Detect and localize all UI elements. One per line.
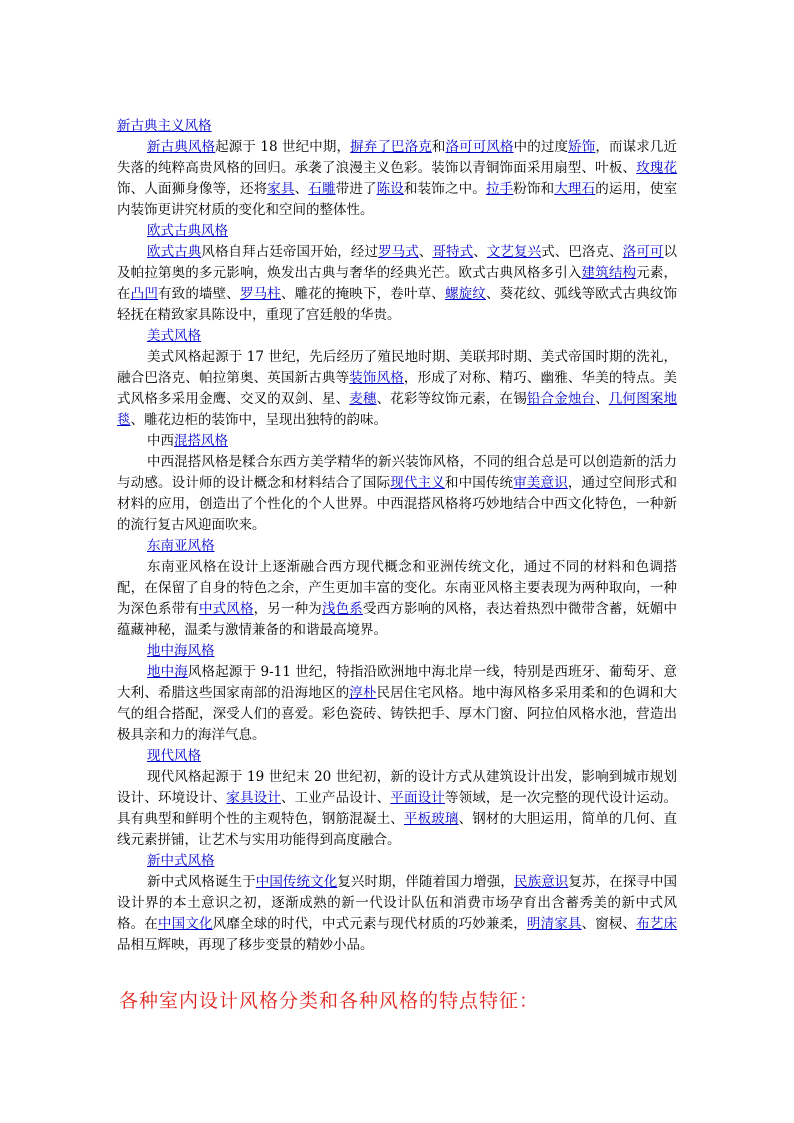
section-heading-text: 中西 [147,433,174,449]
paragraph-text: 现代风格起源于 19 世纪末 20 世纪初，新的设计方式从建筑设计出发，影响到城市规划设计、环境设计、 [117,769,677,806]
inline-link[interactable]: 新古典风格 [147,139,216,155]
inline-link[interactable]: 中国文化 [158,916,213,932]
inline-link[interactable]: 洛可可风格 [445,139,514,155]
inline-link[interactable]: 铅合金烛台 [526,391,596,407]
paragraph-text: 和装饰之中。 [403,181,486,197]
paragraph-text: ，而谋求几近失落的纯粹高贵风格的回归。承袭了浪漫主义色彩。装饰以青铜饰面采用扇型、叶板、 [117,139,678,176]
section-paragraph [117,662,677,746]
section-heading-link[interactable]: 地中海风格 [147,643,215,659]
section-heading [117,746,677,767]
section-heading-link[interactable]: 现代风格 [147,748,201,764]
inline-link[interactable]: 建筑结构 [581,265,637,281]
inline-link[interactable]: 螺旋纹 [444,286,486,302]
section-paragraph [117,872,677,956]
inline-link[interactable]: 玫瑰花 [636,160,678,176]
section-heading [117,851,677,872]
paragraph-text: 有致的墙壁、 [158,286,240,302]
inline-link[interactable]: 家具设计 [226,790,281,806]
inline-link[interactable]: 审美意识 [513,475,568,491]
inline-link[interactable]: 装饰风格 [349,370,404,386]
paragraph-text: 受西方影响的风格，表达着热烈中微带含蓄，妩媚中蕴藏神秘，温柔与激情兼备的和谐最高境界。 [117,601,678,638]
paragraph-text: ，通过空间形式和材料的应用，创造出了个性化的个人世界。中西混搭风格将巧妙地结合中西文化特色，一种新的流行复古风迎面吹来。 [117,475,678,533]
section-heading [117,536,677,557]
paragraph-text: 式、巴洛克、 [541,244,623,260]
section-paragraph [117,452,677,536]
paragraph-text: 、工业产品设计、 [280,790,391,806]
paragraph-text: 风格起源于 9-11 世纪，特指沿欧洲地中海北岸一线，特别是西班牙、葡萄牙、意大利、希腊这些国家南部的沿海地区的 [117,664,677,701]
paragraph-text: 、 [595,391,609,407]
inline-link[interactable]: 哥特式 [432,244,474,260]
section-heading [117,116,677,137]
inline-link[interactable]: 石雕 [308,181,336,197]
section-heading-link[interactable]: 美式风格 [147,328,201,344]
paragraph-text: 等领域，是一次完整的现代设计运动。具有典型和鲜明个性的主观特色，钢筋混凝土、 [117,790,678,827]
paragraph-text: 饰、人面狮身像等，还将 [117,181,268,197]
paragraph-text: 粉饰和 [513,181,555,197]
paragraph-text: 、 [418,244,433,260]
inline-link[interactable]: 中式风格 [198,601,254,617]
inline-link[interactable]: 洛可可 [622,244,664,260]
paragraph-text: 风靡全球的时代，中式元素与现代材质的巧妙兼柔， [212,916,527,932]
paragraph-text: 新中式风格诞生于 [147,874,256,890]
section-paragraph [117,557,677,641]
section-heading [117,221,677,242]
paragraph-text: 中的过度 [513,139,569,155]
paragraph-text: 和中国传统 [444,475,514,491]
paragraph-text: 中西混搭风格是糅合东西方美学精华的新兴装饰风格，不同的组合总是可以创造新的活力与动感。设计师的设计概念和材料结合了国际 [117,454,677,491]
paragraph-text: 、雕花边柜的装饰中，呈现出独特的韵味。 [130,412,387,428]
inline-link[interactable]: 麦穗 [349,391,377,407]
paragraph-text: 、雕花的掩映下，卷叶草、 [280,286,445,302]
paragraph-text: 、钢材的大胆运用，简单的几何、直线元素拼铺，让艺术与实用功能得到高度融合。 [117,811,678,848]
section-paragraph [117,137,677,221]
inline-link[interactable]: 淳朴 [349,685,377,701]
inline-link[interactable]: 陈设 [376,181,404,197]
section-heading-link[interactable]: 东南亚风格 [147,538,215,554]
paragraph-text: 品相互辉映，再现了移步变景的精妙小品。 [117,937,374,953]
bottom-heading: 各种室内设计风格分类和各种风格的特点特征： [119,990,540,1012]
paragraph-text: 美式风格起源于 17 世纪，先后经历了殖民地时期、美联邦时期、美式帝国时期的洗礼，融合巴洛克、帕拉第奥、英国新古典等 [117,349,677,386]
inline-link[interactable]: 罗马柱 [239,286,281,302]
section-heading-link[interactable]: 混搭风格 [174,433,228,449]
paragraph-text: 、窗棂、 [581,916,637,932]
inline-link[interactable]: 地中海 [147,664,188,680]
inline-link[interactable]: 布艺床 [636,916,678,932]
section-heading [117,326,677,347]
section-heading [117,431,677,452]
paragraph-text: 风格自拜占廷帝国开始，经过 [201,244,379,260]
inline-link[interactable]: 文艺复兴 [486,244,542,260]
paragraph-text: 复苏，在探寻中国设计界的本土意识之初，逐渐成熟的新一代设计队伍和消费市场孕育出含蓄秀美的新中式风格。在 [117,874,678,932]
paragraph-text: 的运用，使室内装饰更讲究材质的变化和空间的整体性。 [117,181,678,218]
paragraph-text: 元素，在 [117,265,678,302]
paragraph-text: 民居住宅风格。地中海风格多采用柔和的色调和大气的组合搭配，深受人们的喜爱。彩色瓷砖、铸铁把手、厚木门窗、阿拉伯风格水池，营造出极具亲和力的海洋气息。 [117,685,678,743]
inline-link[interactable]: 拉手 [485,181,514,197]
inline-link[interactable]: 凸凹 [130,286,158,302]
inline-link[interactable]: 民族意识 [514,874,569,890]
paragraph-text: 以及帕拉第奥的多元影响，焕发出古典与奢华的经典光芒。欧式古典风格多引入 [117,244,678,281]
section-paragraph [117,242,677,326]
paragraph-text: 、 [473,244,487,260]
inline-link[interactable]: 大理石 [554,181,596,197]
section-paragraph [117,347,677,431]
inline-link[interactable]: 平面设计 [390,790,445,806]
inline-link[interactable]: 几何图案地毯 [117,391,678,428]
section-heading-link[interactable]: 新中式风格 [147,853,215,869]
inline-link[interactable]: 浅色系 [321,601,363,617]
section-paragraph [117,767,677,851]
inline-link[interactable]: 明清家具 [526,916,582,932]
section-heading-link[interactable]: 欧式古典风格 [147,223,228,239]
inline-link[interactable]: 矫饰 [568,139,596,155]
paragraph-text: 、葵花纹、弧线等欧式古典纹饰轻抚在精致家具陈设中，重现了宫廷般的华贵。 [117,286,678,323]
inline-link[interactable]: 平板玻璃 [403,811,459,827]
paragraph-text: 复兴时期，伴随着国力增强， [337,874,515,890]
section-heading-link[interactable]: 新古典主义风格 [117,118,212,134]
paragraph-text: ，另一种为 [253,601,322,617]
paragraph-text: 起源于 18 世纪中期， [215,139,351,155]
paragraph-text: 、 [294,181,309,197]
paragraph-text: 、花彩等纹饰元素，在锡 [376,391,527,407]
paragraph-text: ，形成了对称、精巧、幽雅、华美的特点。美式风格多采用金鹰、交叉的双剑、星、 [117,370,678,407]
inline-link[interactable]: 中国传统文化 [255,874,338,890]
inline-link[interactable]: 现代主义 [390,475,445,491]
paragraph-text: 和 [431,139,446,155]
document-body [117,116,677,956]
inline-link[interactable]: 家具 [267,181,295,197]
paragraph-text: 带进了 [335,181,377,197]
section-heading [117,641,677,662]
paragraph-text: 东南亚风格在设计上逐渐融合西方现代概念和亚洲传统文化，通过不同的材料和色调搭配，在保留了自身的特色之余，产生更加丰富的变化。东南亚风格主要表现为两种取向，一种为深色系带有 [117,559,677,617]
inline-link[interactable]: 欧式古典 [147,244,202,260]
inline-link[interactable]: 罗马式 [378,244,419,260]
inline-link[interactable]: 巴洛克 [391,139,432,155]
inline-link[interactable]: 摒弃了 [350,139,392,155]
